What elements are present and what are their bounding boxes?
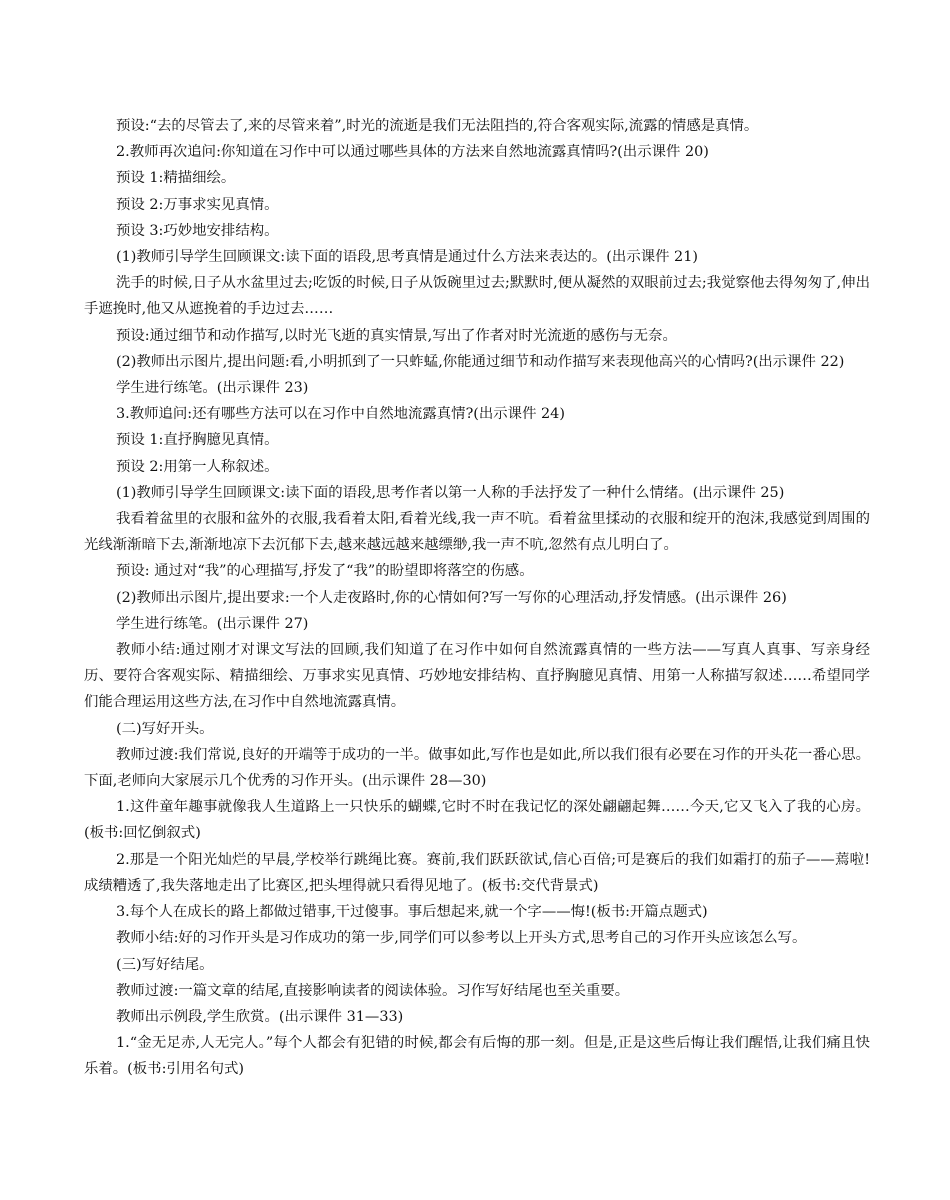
paragraph-preset-detail: 预设:通过细节和动作描写,以时光飞逝的真实情景,写出了作者对时光流逝的感伤与无奈。 bbox=[116, 327, 677, 344]
paragraph-practice-1: 学生进行练笔。(出示课件 23) bbox=[116, 380, 309, 397]
document-body bbox=[84, 113, 870, 1083]
section-heading-opening: (二)写好开头。 bbox=[116, 720, 214, 737]
paragraph-teacher-summary-1: 教师小结:通过刚才对课文写法的回顾,我们知道了在习作中如何自然流露真情的一些方法——写真人真事、写亲身经历、要符合客观实际、精描细绘、万事求实见真情、巧妙地安排结构、直抒胸臆见真情、用第一人称描写叙述……希望同学们能合理运用这些方法,在习作中自然地流露真情。 bbox=[84, 642, 870, 711]
paragraph-preset-3: 预设 3:巧妙地安排结构。 bbox=[116, 222, 279, 239]
paragraph-opening-example-3: 3.每个人在成长的路上都做过错事,干过傻事。事后想起来,就一个字——悔!(板书:开篇点题式) bbox=[116, 904, 708, 921]
paragraph-excerpt-time: 洗手的时候,日子从水盆里过去;吃饭的时候,日子从饭碗里过去;默默时,便从凝然的双眼前过去;我觉察他去得匆匆了,伸出手遮挽时,他又从遮挽着的手边过去…… bbox=[84, 275, 870, 318]
section-heading-ending: (三)写好结尾。 bbox=[116, 956, 214, 973]
paragraph-opening-example-2: 2.那是一个阳光灿烂的早晨,学校举行跳绳比赛。赛前,我们跃跃欲试,信心百倍;可是赛后的我们如霜打的茄子——蔫啦!成绩糟透了,我失落地走出了比赛区,把头埋得就只看得见地了。(板书:交代背景式) bbox=[84, 851, 870, 894]
paragraph-transition-ending: 教师过渡:一篇文章的结尾,直接影响读者的阅读体验。习作写好结尾也至关重要。 bbox=[116, 982, 630, 999]
paragraph-preset-1: 预设 1:精描细绘。 bbox=[116, 170, 236, 187]
paragraph-teacher-question-3: 3.教师追问:还有哪些方法可以在习作中自然地流露真情?(出示课件 24) bbox=[116, 406, 565, 423]
paragraph-practice-2: 学生进行练笔。(出示课件 27) bbox=[116, 615, 309, 632]
paragraph-picture-question-2: (2)教师出示图片,提出要求:一个人走夜路时,你的心情如何?写一写你的心理活动,抒发情感。(出示课件 26) bbox=[116, 589, 787, 606]
paragraph-opening-example-1: 1.这件童年趣事就像我人生道路上一只快乐的蝴蝶,它时不时在我记忆的深处翩翩起舞……今天,它又飞入了我的心房。(板书:回忆倒叙式) bbox=[84, 799, 870, 842]
paragraph-teacher-question-2: 2.教师再次追问:你知道在习作中可以通过哪些具体的方法来自然地流露真情吗?(出示课件 20) bbox=[116, 144, 709, 161]
paragraph-teacher-summary-2: 教师小结:好的习作开头是习作成功的第一步,同学们可以参考以上开头方式,思考自己的习作开头应该怎么写。 bbox=[116, 930, 807, 947]
paragraph-transition-opening: 教师过渡:我们常说,良好的开端等于成功的一半。做事如此,写作也是如此,所以我们很有必要在习作的开头花一番心思。下面,老师向大家展示几个优秀的习作开头。(出示课件 28—30) bbox=[84, 746, 870, 790]
paragraph-preset-2: 预设 2:万事求实见真情。 bbox=[116, 196, 279, 213]
paragraph-review-text-2: (1)教师引导学生回顾课文:读下面的语段,思考作者以第一人称的手法抒发了一种什么情绪。(出示课件 25) bbox=[116, 484, 785, 501]
paragraph-preset-first-person: 预设 2:用第一人称叙述。 bbox=[116, 458, 279, 475]
paragraph-show-examples: 教师出示例段,学生欣赏。(出示课件 31—33) bbox=[116, 1008, 404, 1025]
paragraph-excerpt-clothes: 我看着盆里的衣服和盆外的衣服,我看着太阳,看着光线,我一声不吭。看着盆里揉动的衣服和绽开的泡沫,我感觉到周围的光线渐渐暗下去,渐渐地凉下去沉郁下去,越来越远越来越缥缈,我一声不吭,忽然有点儿明白了。 bbox=[84, 511, 870, 554]
paragraph-preset-time-flow: 预设:“去的尽管去了,来的尽管来着”,时光的流逝是我们无法阻挡的,符合客观实际,流露的情感是真情。 bbox=[116, 118, 759, 134]
paragraph-preset-direct: 预设 1:直抒胸臆见真情。 bbox=[116, 432, 279, 449]
paragraph-picture-question-1: (2)教师出示图片,提出问题:看,小明抓到了一只蚱蜢,你能通过细节和动作描写来表现他高兴的心情吗?(出示课件 22) bbox=[116, 353, 845, 370]
paragraph-preset-psychology: 预设: 通过对“我”的心理描写,抒发了“我”的盼望即将落空的伤感。 bbox=[116, 563, 534, 580]
paragraph-review-text-1: (1)教师引导学生回顾课文:读下面的语段,思考真情是通过什么方法来表达的。(出示课件 21) bbox=[116, 249, 698, 266]
paragraph-ending-example-1: 1.“金无足赤,人无完人。”每个人都会有犯错的时候,都会有后悔的那一刻。但是,正是这些后悔让我们醒悟,让我们痛且快乐着。(板书:引用名句式) bbox=[84, 1035, 870, 1078]
